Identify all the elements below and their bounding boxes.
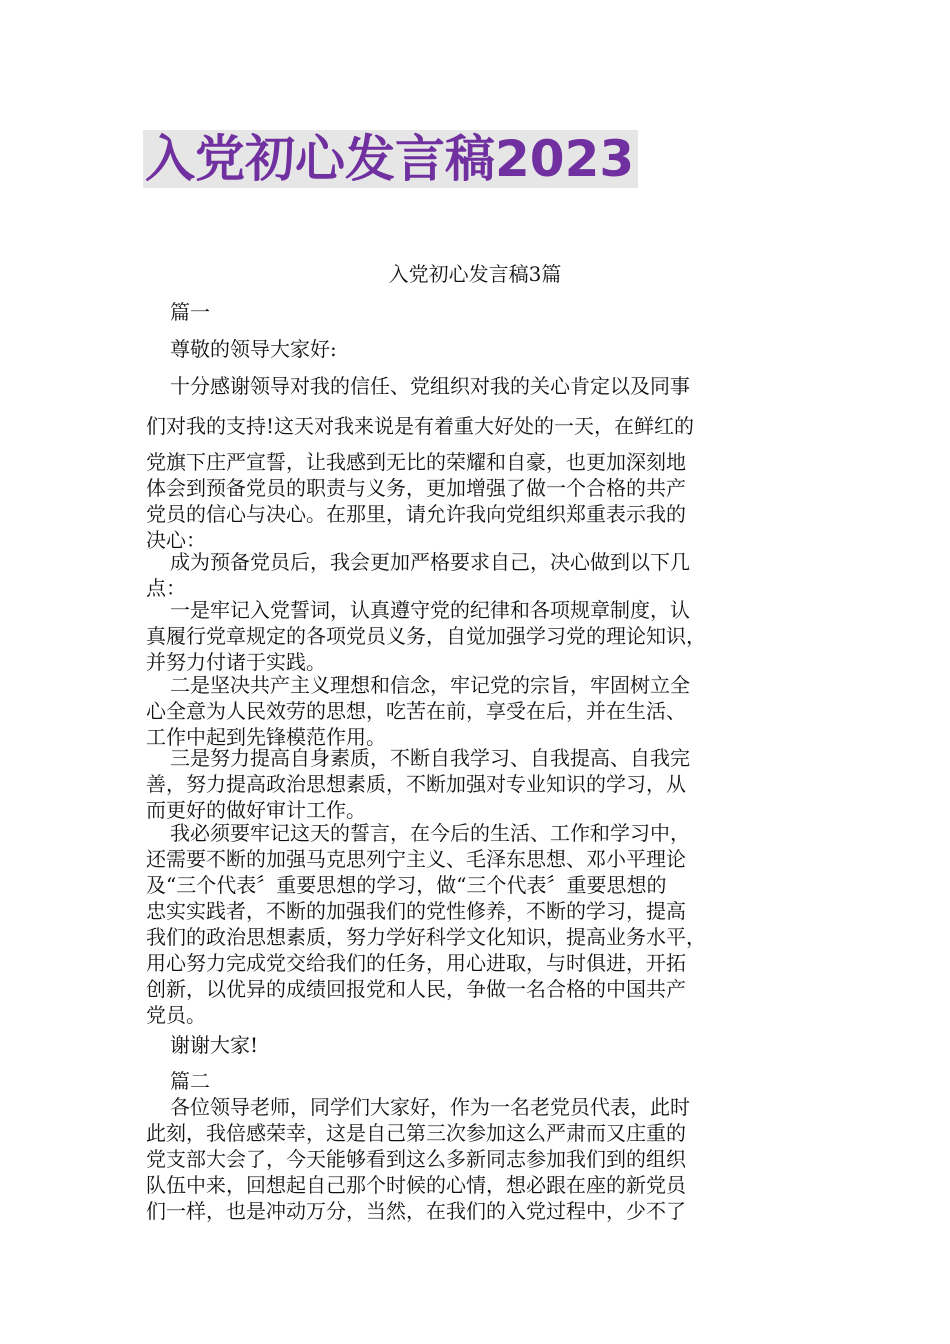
paragraph-line: 工作中起到先锋模范作用。 <box>146 725 386 749</box>
paragraph-line: 三是努力提高自身素质，不断自我学习、自我提高、自我完 <box>170 746 690 770</box>
paragraph-line: 真履行党章规定的各项党员义务，自觉加强学习党的理论知识， <box>146 624 706 648</box>
paragraph-line: 二是坚决共产主义理想和信念，牢记党的宗旨，牢固树立全 <box>170 673 690 697</box>
paragraph-line: 而更好的做好审计工作。 <box>146 798 366 822</box>
paragraph-line: 我必须要牢记这天的誓言，在今后的生活、工作和学习中， <box>170 821 690 845</box>
document-title: 入党初心发言稿2023 <box>143 130 638 188</box>
paragraph-line: 善，努力提高政治思想素质，不断加强对专业知识的学习，从 <box>146 772 686 796</box>
paragraph-line: 队伍中来，回想起自己那个时候的心情，想必跟在座的新党员 <box>146 1173 686 1197</box>
paragraph-2 <box>146 449 826 553</box>
paragraph-line: 十分感谢领导对我的信任、党组织对我的关心肯定以及同事 <box>170 374 690 398</box>
subtitle: 入党初心发言稿3篇 <box>388 262 562 286</box>
paragraph-7 <box>146 820 826 1028</box>
paragraph-line: 们对我的支持!这天对我来说是有着重大好处的一天，在鲜红的 <box>146 414 695 438</box>
paragraph-line: 党员。 <box>146 1003 206 1027</box>
paragraph-line: 此刻，我倍感荣幸，这是自己第三次参加这么严肃而又庄重的 <box>146 1121 686 1145</box>
paragraph-6 <box>146 745 826 823</box>
paragraph-line: 点： <box>146 576 186 600</box>
paragraph-line: 用心努力完成党交给我们的任务，用心进取，与时俱进，开拓 <box>146 951 686 975</box>
paragraph-line: 成为预备党员后，我会更加严格要求自己，决心做到以下几 <box>170 550 690 574</box>
section-heading-1: 篇一 <box>170 300 210 324</box>
paragraph-line: 心全意为人民效劳的思想，吃苦在前，享受在后，并在生活、 <box>146 699 686 723</box>
paragraph-line: 忠实实践者，不断的加强我们的党性修养，不断的学习，提高 <box>146 899 686 923</box>
paragraph-3 <box>146 549 826 601</box>
paragraph-line: 党旗下庄严宣誓，让我感到无比的荣耀和自豪，也更加深刻地 <box>146 450 686 474</box>
paragraph-line: 体会到预备党员的职责与义务，更加增强了做一个合格的共产 <box>146 476 686 500</box>
paragraph-line: 各位领导老师，同学们大家好，作为一名老党员代表，此时 <box>170 1095 690 1119</box>
greeting: 尊敬的领导大家好: <box>170 337 337 361</box>
closing-thanks: 谢谢大家! <box>170 1033 259 1057</box>
paragraph-line: 党员的信心与决心。在那里，请允许我向党组织郑重表示我的 <box>146 502 686 526</box>
paragraph-line: 并努力付诸于实践。 <box>146 650 326 674</box>
paragraph-1 <box>146 366 826 446</box>
paragraph-5 <box>146 672 826 750</box>
paragraph-8 <box>146 1094 826 1224</box>
paragraph-line: 及“三个代表〞重要思想的学习，做“三个代表〞重要思想的 <box>146 873 667 897</box>
paragraph-4 <box>146 597 826 675</box>
paragraph-line: 们一样，也是冲动万分，当然，在我们的入党过程中，少不了 <box>146 1199 686 1223</box>
paragraph-line: 还需要不断的加强马克思列宁主义、毛泽东思想、邓小平理论 <box>146 847 686 871</box>
section-heading-2: 篇二 <box>170 1069 210 1093</box>
paragraph-line: 决心： <box>146 528 206 552</box>
paragraph-line: 我们的政治思想素质，努力学好科学文化知识，提高业务水平， <box>146 925 706 949</box>
paragraph-line: 党支部大会了，今天能够看到这么多新同志参加我们到的组织 <box>146 1147 686 1171</box>
paragraph-line: 一是牢记入党誓词，认真遵守党的纪律和各项规章制度，认 <box>170 598 690 622</box>
paragraph-line: 创新，以优异的成绩回报党和人民，争做一名合格的中国共产 <box>146 977 686 1001</box>
